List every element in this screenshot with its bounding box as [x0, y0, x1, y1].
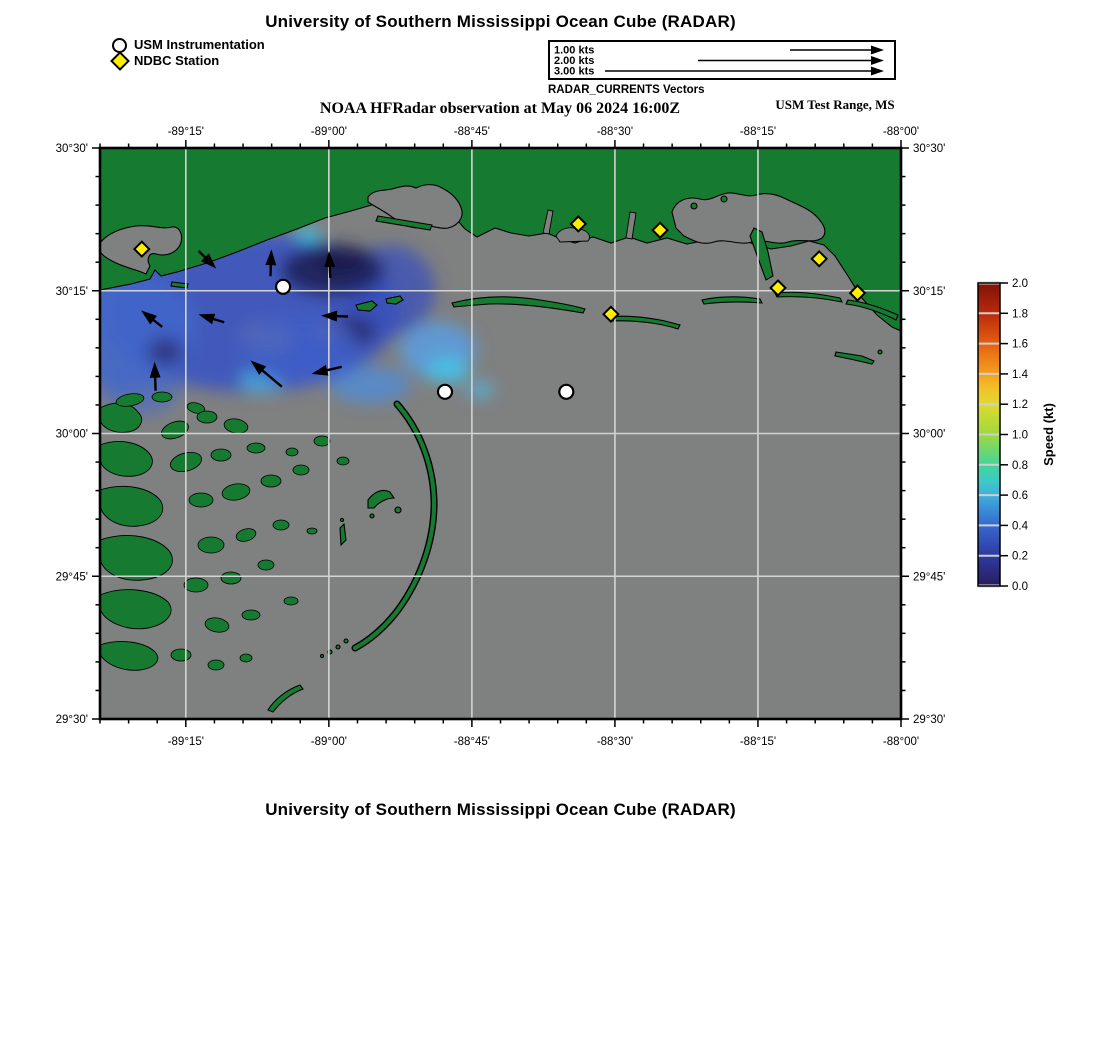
colorbar-tick-label: 1.4 — [1012, 368, 1028, 381]
islet-dot — [370, 514, 374, 518]
y-axis-label-left: 30°15' — [55, 285, 88, 298]
marsh-islet — [198, 537, 224, 553]
arrow-tail — [155, 376, 156, 391]
speed-blob — [425, 357, 469, 383]
marsh-islet — [171, 649, 191, 661]
y-axis-label-left: 29°30' — [55, 714, 88, 726]
colorbar-tick-label: 1.8 — [1012, 308, 1028, 321]
marsh-islet — [221, 572, 241, 584]
usm-instrumentation-marker — [276, 280, 290, 294]
marsh-islet — [211, 449, 231, 461]
usm-instrumentation-marker — [559, 385, 573, 399]
marsh-islet — [273, 520, 289, 530]
speed-blob — [240, 315, 360, 385]
islet-dot — [340, 518, 343, 521]
islet-dot — [336, 645, 340, 649]
marsh-islet — [261, 475, 281, 487]
y-axis-label-left: 29°45' — [55, 571, 88, 584]
colorbar — [978, 278, 1056, 593]
islet-dot — [395, 507, 401, 513]
colorbar-tick-label: 0.4 — [1012, 520, 1028, 533]
marsh-islet — [284, 597, 298, 605]
marsh-islet — [307, 528, 317, 534]
marsh-islet — [184, 578, 208, 592]
marsh-islet — [208, 660, 224, 670]
legend-label-usm: USM Instrumentation — [134, 37, 265, 52]
marsh-islet — [337, 457, 349, 465]
speed-blob — [147, 338, 183, 366]
colorbar-tick-label: 0.0 — [1012, 581, 1028, 593]
legend-label-ndbc: NDBC Station — [134, 53, 220, 68]
vector-scale-entry-label: 2.00 kts — [554, 55, 595, 67]
x-axis-label-bottom: -89°15' — [167, 736, 204, 748]
subtitle: NOAA HFRadar observation at May 06 2024 16:00Z — [319, 100, 681, 117]
page-title-bottom: University of Southern Mississippi Ocean Cube (RADAR) — [265, 800, 736, 819]
marsh-islet — [293, 465, 309, 475]
bay-islet — [691, 203, 697, 209]
colorbar-tick-label: 2.0 — [1012, 278, 1028, 290]
colorbar-axis-label: Speed (kt) — [1041, 403, 1056, 466]
x-axis-label-top: -89°00' — [310, 126, 347, 138]
x-axis-label-bottom: -88°00' — [882, 736, 920, 748]
islet-dot — [878, 350, 882, 354]
vector-scale-entry-label: 3.00 kts — [554, 65, 595, 78]
y-axis-label-right: 30°15' — [913, 285, 946, 298]
x-axis-label-bottom: -89°00' — [310, 736, 347, 748]
speed-blob — [295, 228, 321, 242]
colorbar-tick-label: 0.2 — [1012, 550, 1028, 563]
marsh-islet — [240, 654, 252, 662]
colorbar-tick-label: 1.2 — [1012, 399, 1028, 412]
marsh-islet — [197, 411, 217, 423]
x-axis-label-bottom: -88°30' — [596, 736, 634, 748]
vector-scale-caption: RADAR_CURRENTS Vectors — [548, 84, 705, 96]
y-axis-label-right: 29°30' — [913, 714, 946, 726]
bay-islet — [721, 196, 727, 202]
y-axis-label-left: 30°00' — [55, 428, 88, 441]
speed-blob — [466, 382, 494, 398]
x-axis-label-bottom: -88°45' — [453, 736, 491, 748]
islet-dot — [344, 639, 348, 643]
marsh-islet — [314, 436, 330, 446]
marsh-islet — [258, 560, 274, 570]
y-axis-label-right: 29°45' — [913, 571, 946, 584]
marsh-islet — [152, 392, 172, 402]
y-axis-label-left: 30°30' — [55, 143, 88, 155]
x-axis-label-top: -89°15' — [167, 126, 204, 138]
colorbar-tick-label: 1.6 — [1012, 338, 1028, 351]
x-axis-label-top: -88°45' — [453, 126, 491, 138]
colorbar-tick-label: 0.6 — [1012, 490, 1028, 503]
x-axis-label-top: -88°30' — [596, 126, 634, 138]
marsh-islet — [189, 493, 213, 507]
usm-instrumentation-marker — [438, 385, 452, 399]
x-axis-label-top: -88°15' — [739, 126, 777, 138]
y-axis-label-right: 30°30' — [913, 143, 946, 155]
y-axis-label-right: 30°00' — [913, 428, 946, 441]
page-title-top: University of Southern Mississippi Ocean Cube (RADAR) — [265, 12, 736, 31]
speed-blob — [314, 249, 366, 275]
colorbar-tick-label: 1.0 — [1012, 429, 1028, 442]
marsh-islet — [286, 448, 298, 456]
range-label: USM Test Range, MS — [775, 97, 895, 112]
x-axis-label-bottom: -88°15' — [739, 736, 777, 748]
vector-scale-entry-label: 1.00 kts — [554, 44, 595, 57]
colorbar-tick-label: 0.8 — [1012, 459, 1028, 472]
marsh-islet — [242, 610, 260, 620]
marsh-islet — [247, 443, 265, 453]
x-axis-label-top: -88°00' — [882, 126, 920, 138]
islet-dot — [320, 654, 323, 657]
